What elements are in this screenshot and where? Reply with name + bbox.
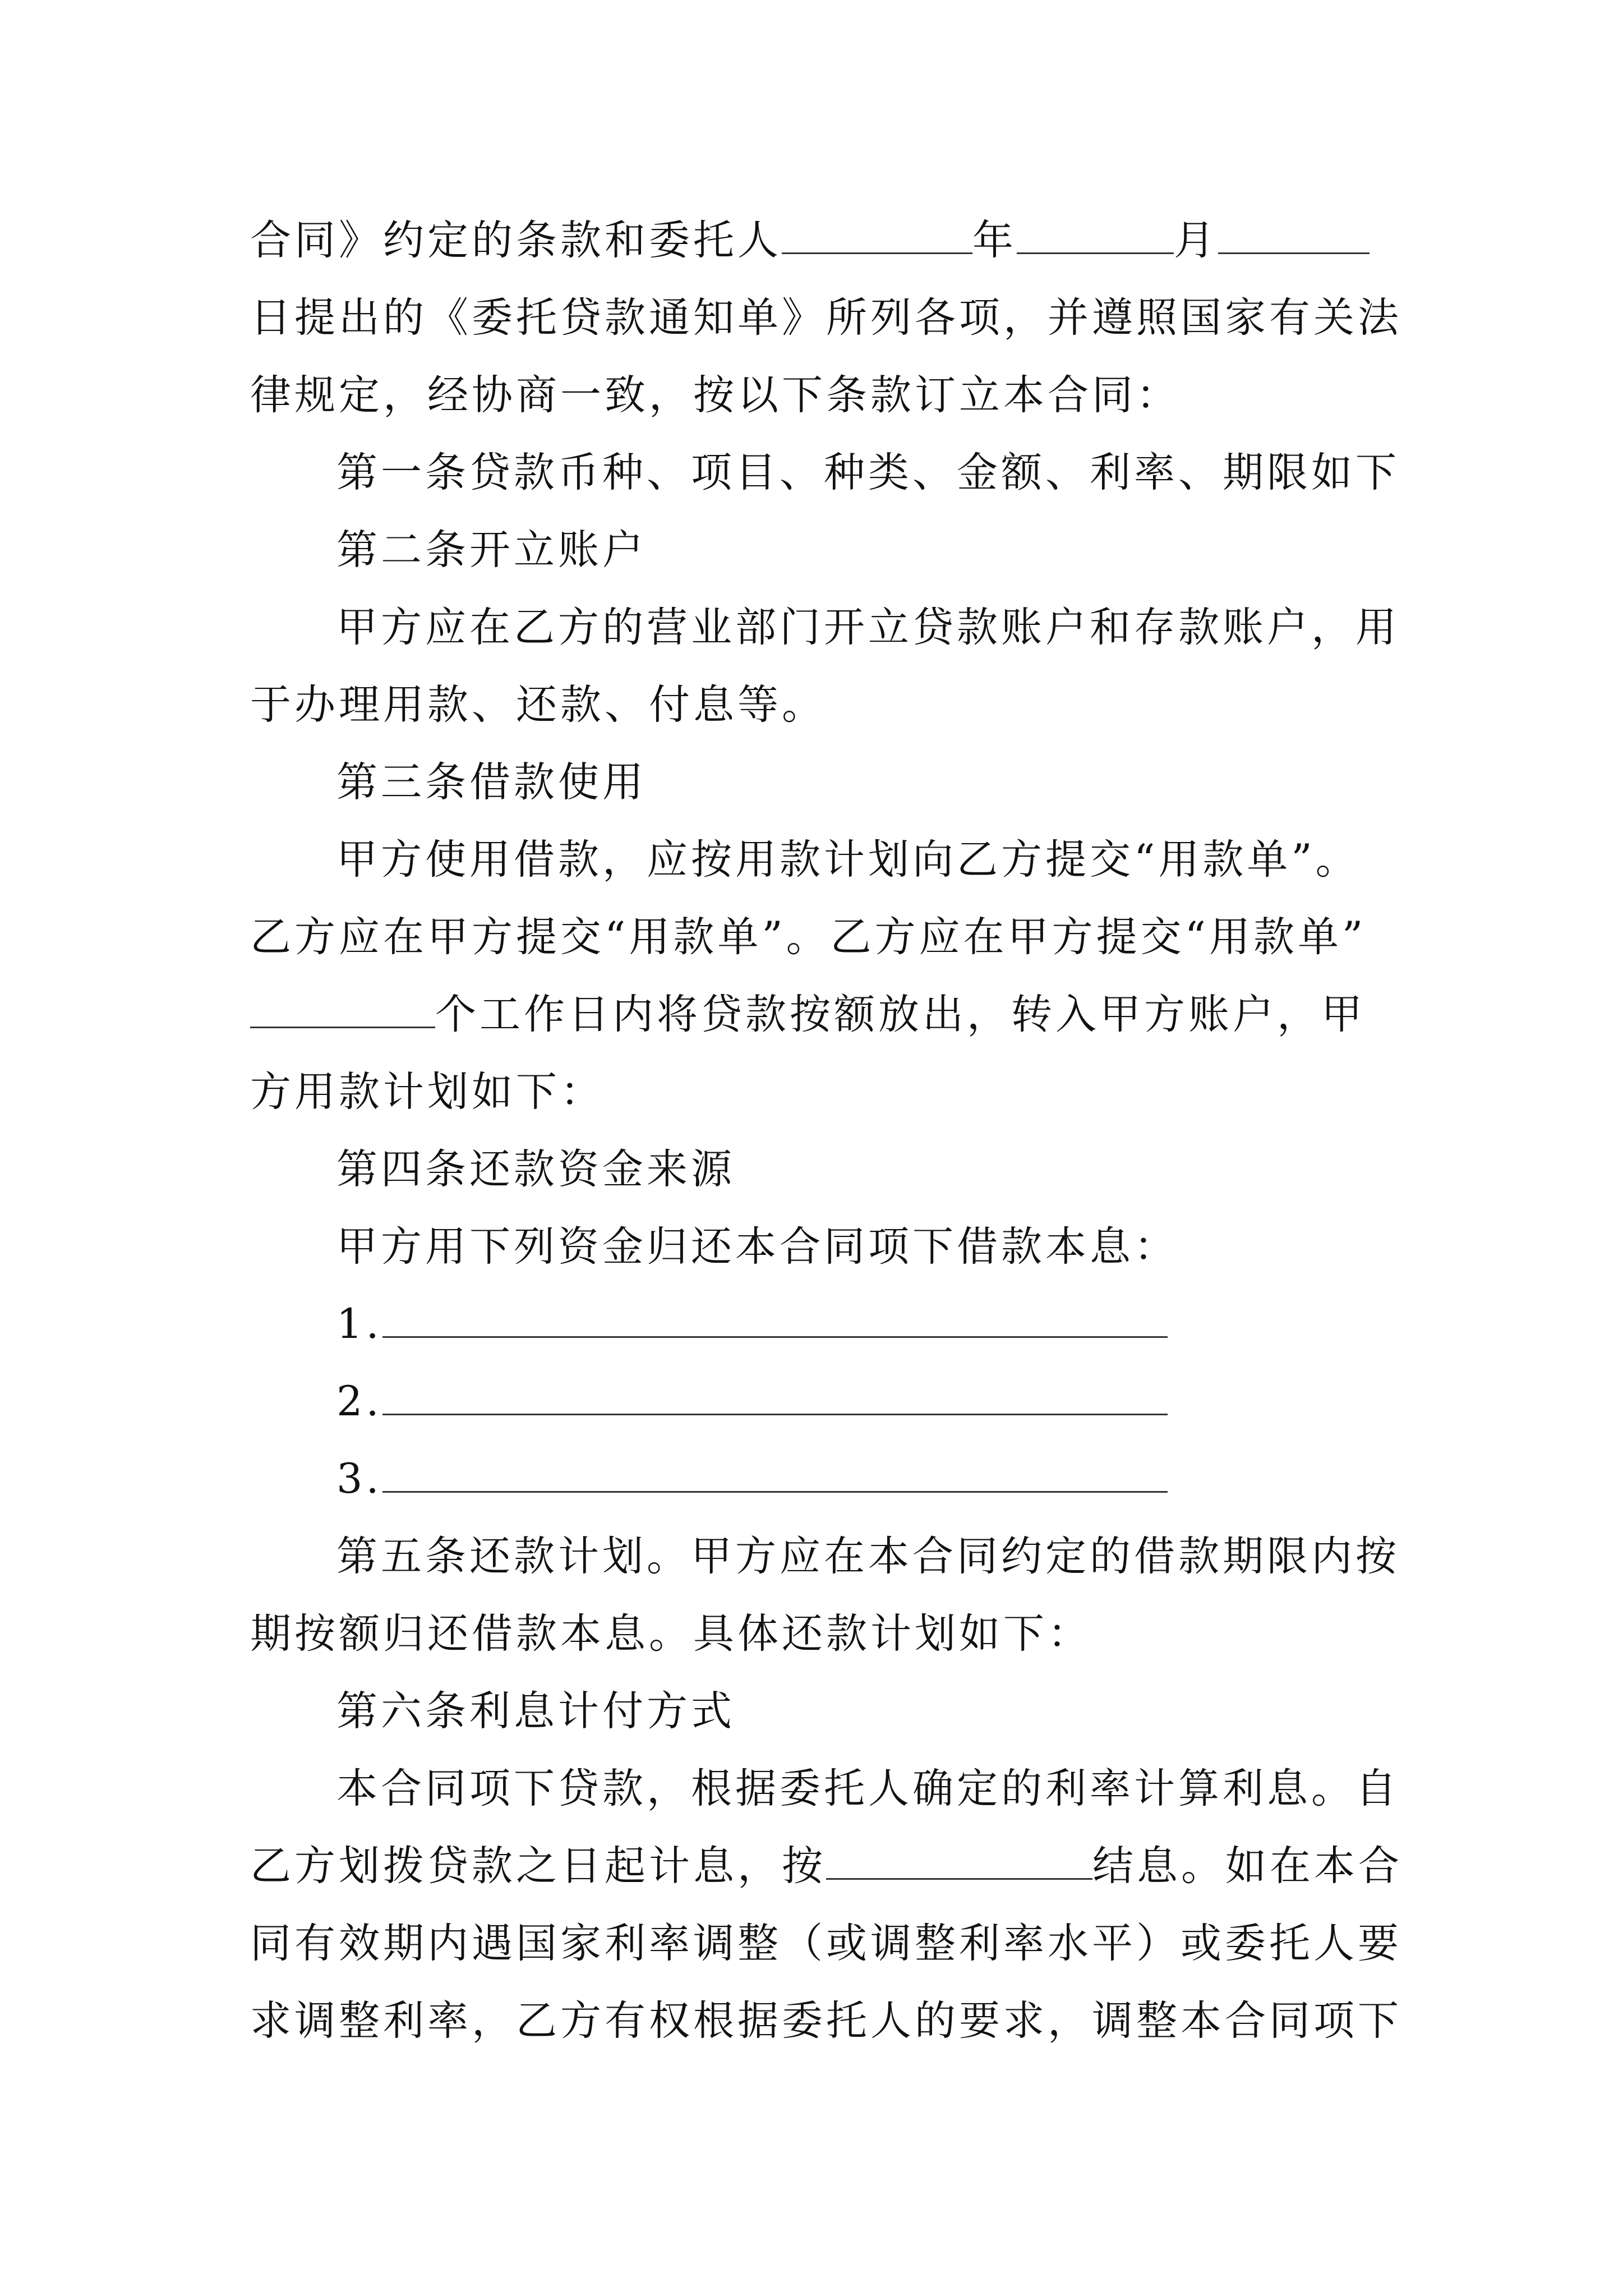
text-segment: 第三条借款使用: [336, 758, 647, 806]
text-segment: 年: [972, 217, 1017, 264]
text-segment: 个工作日内将贷款按额放出，转入甲方账户，甲: [435, 991, 1366, 1038]
fund-source-blank: [382, 1297, 1168, 1338]
text-line: [250, 1750, 1400, 1828]
text-segment: 同有效期内遇国家利率调整（或调整利率水平）或委托人要: [250, 1920, 1402, 1967]
settlement-period-blank: [826, 1839, 1092, 1880]
month-blank: [1017, 213, 1174, 254]
text-segment: 于办理用款、还款、付息等。: [250, 681, 826, 729]
text-line: [250, 1208, 1377, 1286]
list-item: [250, 1363, 1377, 1441]
text-segment: 结息。如在本合: [1092, 1842, 1403, 1890]
text-line: [250, 1595, 1377, 1673]
day-blank: [1218, 213, 1370, 254]
list-number: 2.: [336, 1378, 382, 1425]
text-segment: 甲方使用借款，应按用款计划向乙方提交“用款单”。: [336, 836, 1360, 884]
list-item: [250, 1286, 1377, 1363]
text-line: [250, 589, 1400, 666]
article-heading: [250, 1131, 1377, 1208]
article-heading: [250, 512, 1377, 589]
list-number: 3.: [336, 1455, 382, 1503]
article-heading: [250, 1673, 1377, 1750]
fund-source-blank: [382, 1374, 1168, 1415]
year-blank: [782, 213, 972, 254]
fund-source-blank: [382, 1452, 1168, 1493]
article-heading: [250, 744, 1377, 821]
text-segment: 期按额归还借款本息。具体还款计划如下：: [250, 1610, 1092, 1658]
article-heading: [250, 434, 1400, 512]
text-segment: 律规定，经协商一致，按以下条款订立本合同：: [250, 371, 1181, 419]
text-segment: 甲方用下列资金归还本合同项下借款本息：: [336, 1223, 1178, 1271]
text-segment: 方用款计划如下：: [250, 1068, 605, 1116]
text-segment: 本合同项下贷款，根据委托人确定的利率计算利息。自: [336, 1765, 1400, 1812]
text-line: [250, 666, 1377, 744]
text-segment: 乙方应在甲方提交“用款单”。乙方应在甲方提交“用款单”: [250, 913, 1367, 961]
text-segment: 合同》约定的条款和委托人: [250, 217, 782, 264]
text-segment: 第四条还款资金来源: [336, 1145, 735, 1193]
text-segment: 第六条利息计付方式: [336, 1687, 735, 1735]
text-segment: 第二条开立账户: [336, 526, 647, 574]
text-line: [250, 1053, 1377, 1131]
text-line: [250, 1828, 1403, 1905]
text-segment: 第五条还款计划。甲方应在本合同约定的借款期限内按: [336, 1533, 1400, 1580]
article-heading: [250, 1518, 1400, 1595]
text-line: [250, 279, 1402, 357]
contract-page: [250, 202, 1403, 2060]
text-segment: 乙方划拨贷款之日起计息，按: [250, 1842, 826, 1890]
text-line: [250, 976, 1377, 1053]
text-line: [250, 357, 1377, 434]
text-line: [250, 821, 1377, 899]
text-segment: 求调整利率，乙方有权根据委托人的要求，调整本合同项下: [250, 1997, 1402, 2045]
text-segment: 第一条贷款币种、项目、种类、金额、利率、期限如下: [336, 449, 1400, 496]
text-line: [250, 899, 1377, 976]
list-number: 1.: [336, 1300, 382, 1348]
text-segment: 月: [1174, 217, 1218, 264]
list-item: [250, 1441, 1377, 1518]
text-line: [250, 1982, 1402, 2060]
text-segment: 甲方应在乙方的营业部门开立贷款账户和存款账户，用: [336, 604, 1400, 651]
text-segment: 日提出的《委托贷款通知单》所列各项，并遵照国家有关法: [250, 294, 1402, 342]
working-days-blank: [250, 987, 435, 1028]
text-line: [250, 1905, 1402, 1982]
text-line: [250, 202, 1377, 279]
